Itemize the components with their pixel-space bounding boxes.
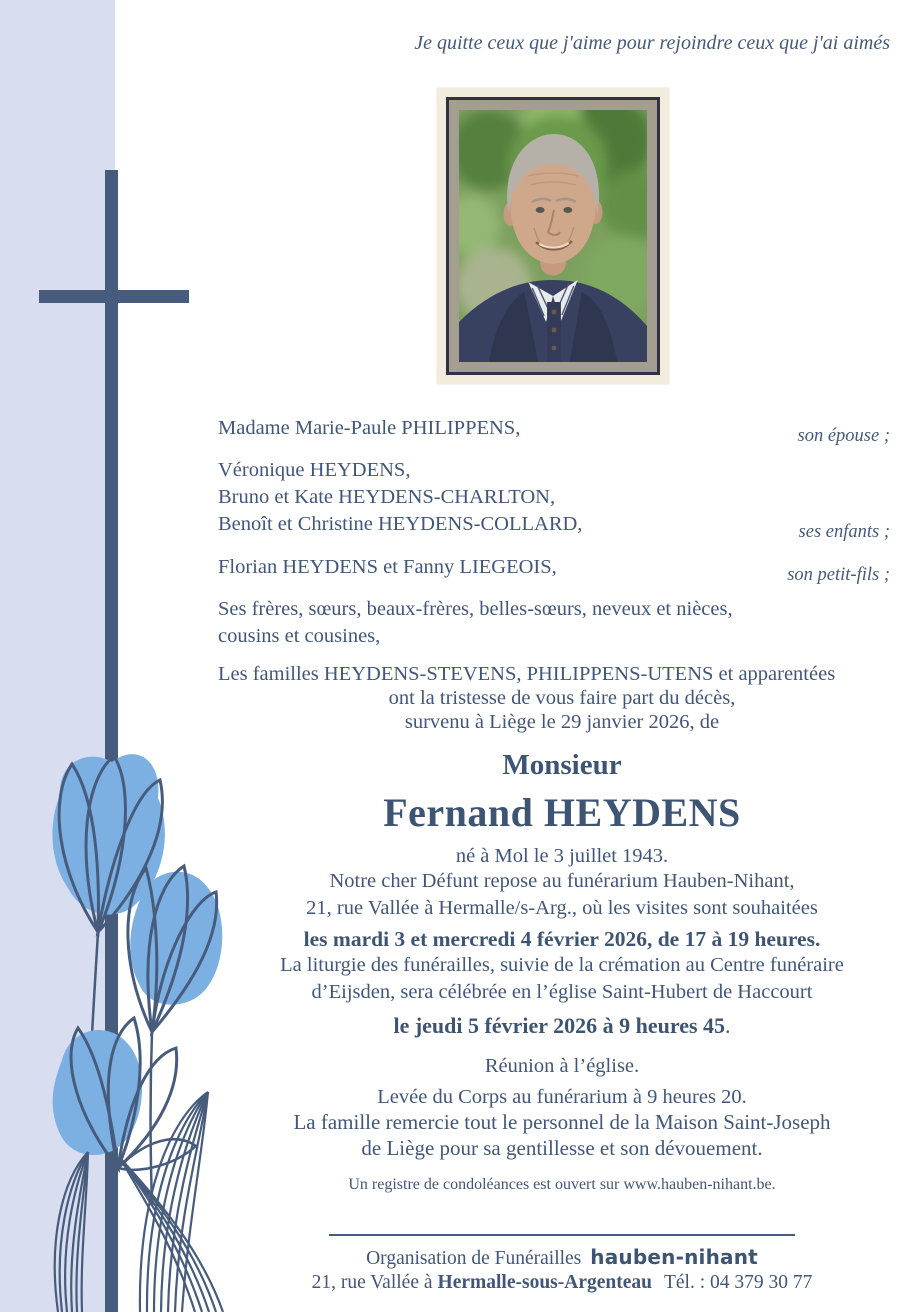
reunion-line: Réunion à l’église. <box>484 1055 640 1077</box>
organisation-line <box>218 1245 906 1271</box>
levee-line: Levée du Corps au funérarium à 9 heures 20. <box>377 1086 747 1108</box>
organisation-prefix: Organisation de Funérailles <box>366 1248 582 1269</box>
grandson-row <box>218 554 900 585</box>
tulip-illustration-middle <box>128 866 222 1205</box>
grandson-name: Florian HEYDENS et Fanny LIEGEOIS, <box>218 556 557 578</box>
address-line <box>218 1271 906 1295</box>
announcement-line: ont la tristesse de vous faire part du décès, <box>388 687 736 709</box>
funeral-home-logo: hauben-nihant <box>590 1245 758 1269</box>
liturgy-line: La liturgie des funérailles, suivie de la crémation au Centre funéraire <box>280 954 844 976</box>
address-prefix: 21, rue Vallée à <box>311 1272 433 1293</box>
footer-divider <box>329 1234 795 1236</box>
memorial-quote: Je quitte ceux que j'aime pour rejoindre ceux que j'ai aimés <box>414 32 890 54</box>
ceremony-period: . <box>725 1013 731 1038</box>
register-line: Un registre de condoléances est ouvert sur www.hauben-nihant.be. <box>348 1176 776 1193</box>
relatives-paragraph <box>218 596 900 650</box>
children-label: ses enfants ; <box>798 522 890 542</box>
repose-paragraph <box>218 868 906 922</box>
child-name: Véronique HEYDENS, <box>218 459 411 481</box>
ceremony-bold: le jeudi 5 février 2026 à 9 heures 45 <box>393 1013 726 1038</box>
thanks-line: de Liège pour sa gentillesse et son dévouement. <box>361 1136 763 1160</box>
footer <box>218 1234 906 1295</box>
grandson-label: son petit-fils ; <box>787 565 890 585</box>
civility-title: Monsieur <box>502 749 622 781</box>
address-locality: Hermalle-sous-Argenteau <box>437 1272 652 1293</box>
child-name: Benoît et Christine HEYDENS-COLLARD, <box>218 513 583 535</box>
child-name: Bruno et Kate HEYDENS-CHARLTON, <box>218 486 556 508</box>
announcement-intro <box>218 686 906 734</box>
phone-number: Tél. : 04 379 30 77 <box>663 1272 813 1293</box>
thanks-paragraph <box>218 1109 906 1161</box>
visits-line: les mardi 3 et mercredi 4 février 2026, de 17 à 19 heures. <box>303 927 821 951</box>
announcement-section <box>218 686 906 1194</box>
families-line: Les familles HEYDENS-STEVENS, PHILIPPENS-UTENS et apparentées <box>218 663 836 685</box>
liturgy-paragraph <box>218 952 906 1006</box>
ceremony-line <box>218 1013 906 1039</box>
spouse-name: Madame Marie-Paule PHILIPPENS, <box>218 417 521 439</box>
family-section <box>218 415 900 688</box>
deceased-name: Fernand HEYDENS <box>383 790 741 835</box>
children-names <box>218 457 582 538</box>
thanks-line: La famille remercie tout le personnel de la Maison Saint-Joseph <box>293 1110 831 1134</box>
repose-line: 21, rue Vallée à Hermalle/s-Arg., où les visites sont souhaitées <box>306 897 818 919</box>
relatives-line: Ses frères, sœurs, beaux-frères, belles-sœurs, neveux et nièces, <box>218 598 733 620</box>
children-row <box>218 457 900 542</box>
liturgy-line: d’Eijsden, sera célébrée en l’église Saint-Hubert de Haccourt <box>311 981 813 1003</box>
birth-line: né à Mol le 3 juillet 1943. <box>455 845 669 867</box>
photo-frame <box>437 88 669 384</box>
announcement-line: survenu à Liège le 29 janvier 2026, de <box>404 711 720 733</box>
photo-mat <box>446 97 660 375</box>
spouse-row <box>218 415 900 446</box>
relatives-line: cousins et cousines, <box>218 625 381 647</box>
spouse-label: son épouse ; <box>797 426 890 446</box>
portrait-photo <box>459 110 647 362</box>
repose-line: Notre cher Défunt repose au funérarium Hauben-Nihant, <box>329 870 795 892</box>
